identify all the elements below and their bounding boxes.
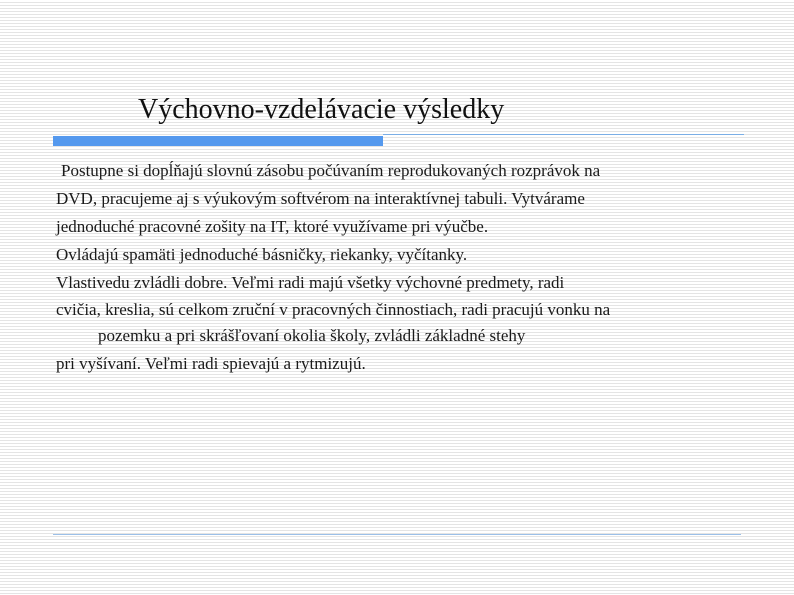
body-line: cvičia, kreslia, sú celkom zruční v pracovných činnostiach, radi pracujú vonku na xyxy=(56,300,611,319)
slide-title: Výchovno-vzdelávacie výsledky xyxy=(138,94,505,125)
body-line: pri vyšívaní. Veľmi radi spievajú a rytmizujú. xyxy=(56,354,366,373)
body-line: jednoduché pracovné zošity na IT, ktoré využívame pri výučbe. xyxy=(56,217,489,236)
body-line-continuation: pozemku a pri skrášľovaní okolia školy, zvládli základné stehy xyxy=(98,326,526,345)
body-line: Vlastivedu zvládli dobre. Veľmi radi majú všetky výchovné predmety, radi xyxy=(56,273,565,292)
footer-rule xyxy=(53,534,741,535)
body-line: Ovládajú spamäti jednoduché básničky, riekanky, vyčítanky. xyxy=(56,245,468,264)
body-line: DVD, pracujeme aj s výukovým softvérom na interaktívnej tabuli. Vytvárame xyxy=(56,189,585,208)
title-underline-rule xyxy=(383,134,744,135)
slide-body xyxy=(56,157,746,378)
title-accent-bar xyxy=(53,136,383,146)
body-line: Postupne si dopĺňajú slovnú zásobu počúvaním reprodukovaných rozprávok na xyxy=(61,161,601,180)
